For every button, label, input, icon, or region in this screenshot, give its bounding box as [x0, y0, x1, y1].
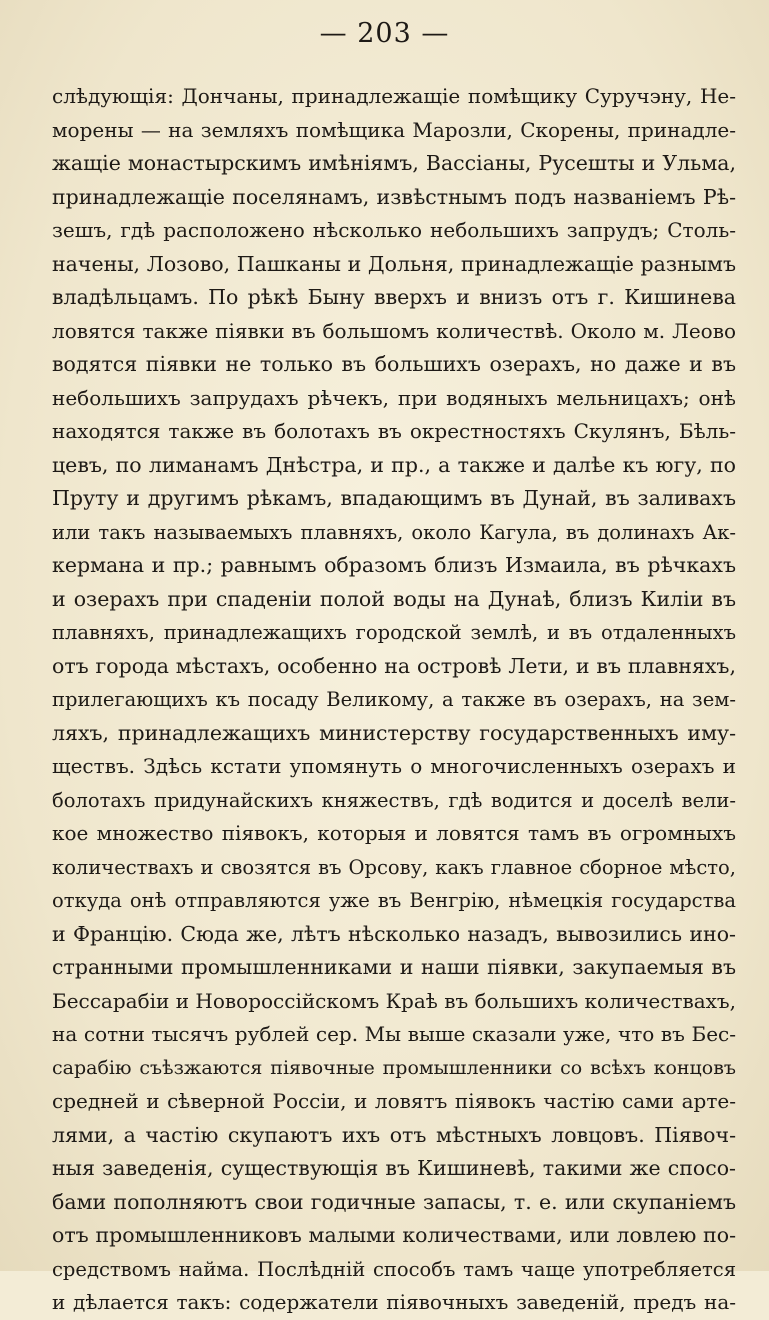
text-line: начены, Лозово, Пашканы и Дольня, принадлежащіе разнымъ [52, 251, 736, 276]
text-line: жащіе монастырскимъ имѣніямъ, Вассіаны, Русешты и Ульма, [52, 151, 736, 175]
text-line: странными промышленниками и наши піявки, закупаемыя въ [52, 955, 736, 979]
text-line: ныя заведенія, существующія въ Кишиневѣ, такими же спосо- [52, 1156, 736, 1180]
text-line: болотахъ придунайскихъ княжествъ, гдѣ водится и доселѣ вели- [52, 788, 736, 812]
text-line: небольшихъ запрудахъ рѣчекъ, при водяныхъ мельницахъ; онѣ [52, 385, 736, 410]
text-line: на сотни тысячъ рублей сер. Мы выше сказали уже, что въ Бес- [52, 1022, 736, 1046]
text-line: морены — на земляхъ помѣщика Марозли, Скорены, принадле- [52, 117, 736, 142]
text-line: прилегающихъ къ посаду Великому, а также въ озерахъ, на зем- [52, 688, 736, 711]
text-line: находятся также въ болотахъ въ окрестностяхъ Скулянъ, Бѣль- [52, 419, 736, 443]
text-line: средней и сѣверной Россіи, и ловятъ піявокъ частію сами арте- [52, 1089, 736, 1113]
text-line: слѣдующія: Дончаны, принадлежащіе помѣщику Суручэну, Не- [52, 84, 736, 108]
text-line: сарабію съѣзжаются піявочные промышленники со всѣхъ концовъ [52, 1056, 736, 1079]
text-line: владѣльцамъ. По рѣкѣ Быну вверхъ и внизъ отъ г. Кишинева [52, 285, 736, 309]
text-line: откуда онѣ отправляются уже въ Венгрію, нѣмецкія государства [52, 889, 736, 912]
text-line: Бессарабіи и Новороссійскомъ Краѣ въ большихъ количествахъ, [52, 988, 736, 1013]
text-line: и дѣлается такъ: содержатели піявочныхъ заведеній, предъ на- [52, 1290, 736, 1314]
text-line: Пруту и другимъ рѣкамъ, впадающимъ въ Дунай, въ заливахъ [52, 486, 736, 510]
text-line: отъ промышленниковъ малыми количествами, или ловлею по- [52, 1223, 736, 1247]
text-line: бами пополняютъ свои годичные запасы, т. е. или скупаніемъ [52, 1189, 736, 1214]
text-line: кермана и пр.; равнымъ образомъ близъ Измаила, въ рѣчкахъ [52, 553, 736, 577]
body-text [52, 80, 736, 1320]
text-line: плавняхъ, принадлежащихъ городской землѣ, и въ отдаленныхъ [52, 621, 736, 644]
text-line: кое множество піявокъ, которыя и ловятся тамъ въ огромныхъ [52, 821, 736, 845]
text-line: зешъ, гдѣ расположено нѣсколько небольшихъ запрудъ; Столь- [52, 218, 736, 242]
text-line: ловятся также піявки въ большомъ количествѣ. Около м. Леово [52, 318, 736, 343]
text-line: ляхъ, принадлежащихъ министерству государственныхъ иму- [52, 720, 736, 745]
text-line: отъ города мѣстахъ, особенно на островѣ Лети, и въ плавняхъ, [52, 653, 736, 678]
text-line: и Францію. Сюда же, лѣтъ нѣсколько назадъ, вывозились ино- [52, 921, 736, 946]
text-line: или такъ называемыхъ плавняхъ, около Кагула, въ долинахъ Ак- [52, 520, 736, 544]
text-line: принадлежащіе поселянамъ, извѣстнымъ подъ названіемъ Рѣ- [52, 184, 736, 209]
text-line: и озерахъ при спаденіи полой воды на Дунаѣ, близъ Киліи въ [52, 586, 736, 611]
text-line: водятся піявки не только въ большихъ озерахъ, но даже и въ [52, 352, 736, 376]
page-number: — 203 — [319, 18, 450, 49]
text-line: ществъ. Здѣсь кстати упомянуть о многочисленныхъ озерахъ и [52, 754, 736, 778]
text-line: средствомъ найма. Послѣдній способъ тамъ чаще употребляется [52, 1257, 736, 1281]
text-line: цевъ, по лиманамъ Днѣстра, и пр., а также и далѣе къ югу, по [52, 452, 736, 477]
text-line: количествахъ и свозятся въ Орсову, какъ главное сборное мѣсто, [52, 855, 736, 879]
text-line: лями, а частію скупаютъ ихъ отъ мѣстныхъ ловцовъ. Піявоч- [52, 1122, 736, 1147]
